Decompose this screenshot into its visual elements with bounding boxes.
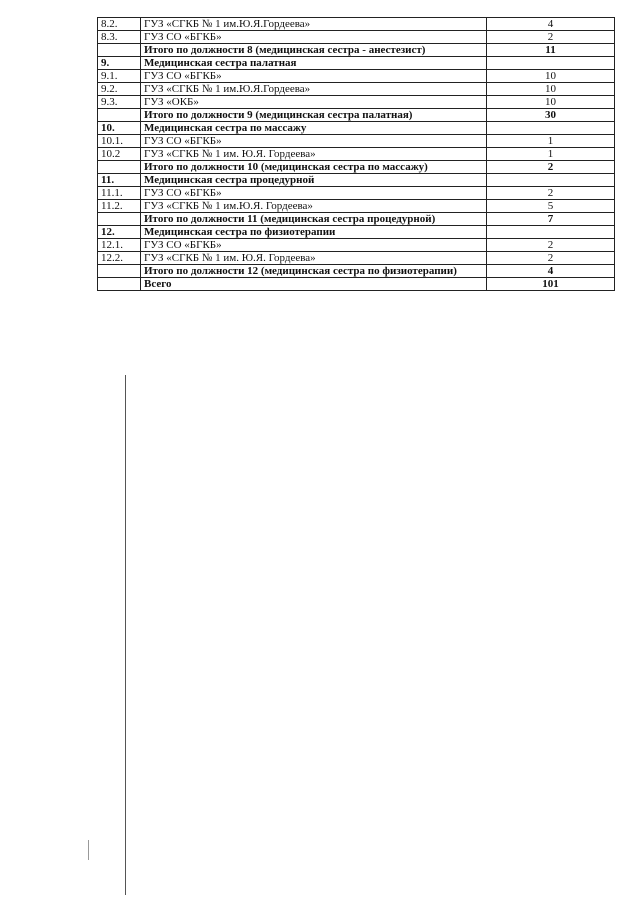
row-number: 9. [98,57,141,70]
row-value: 10 [487,70,615,83]
row-name: Итого по должности 9 (медицинская сестра палатная) [141,109,487,122]
row-name: ГУЗ СО «БГКБ» [141,239,487,252]
row-number: 8.3. [98,31,141,44]
row-name: ГУЗ СО «БГКБ» [141,187,487,200]
row-name: Итого по должности 11 (медицинская сестра процедурной) [141,213,487,226]
row-number [98,44,141,57]
row-value: 2 [487,187,615,200]
row-number: 11.1. [98,187,141,200]
row-number: 9.1. [98,70,141,83]
row-name: ГУЗ СО «БГКБ» [141,31,487,44]
total-row [98,161,615,174]
row-number [98,109,141,122]
scan-margin-line [125,375,126,895]
total-row [98,44,615,57]
row-name: ГУЗ «ОКБ» [141,96,487,109]
table-row [98,122,615,135]
row-number: 10. [98,122,141,135]
row-number [98,278,141,291]
row-name: Итого по должности 12 (медицинская сестра по физиотерапии) [141,265,487,278]
row-name: Всего [141,278,487,291]
total-row [98,278,615,291]
row-number: 12. [98,226,141,239]
table-row [98,96,615,109]
row-number: 10.1. [98,135,141,148]
row-value [487,174,615,187]
table-row [98,239,615,252]
row-name: Итого по должности 8 (медицинская сестра - анестезист) [141,44,487,57]
table-row [98,83,615,96]
row-name: Медицинская сестра процедурной [141,174,487,187]
row-name: Медицинская сестра палатная [141,57,487,70]
row-number: 12.1. [98,239,141,252]
row-name: ГУЗ «СГКБ № 1 им. Ю.Я. Гордеева» [141,148,487,161]
row-number: 12.2. [98,252,141,265]
row-value: 1 [487,148,615,161]
row-value: 4 [487,18,615,31]
row-name: ГУЗ СО «БГКБ» [141,135,487,148]
row-value: 2 [487,252,615,265]
row-number: 11.2. [98,200,141,213]
row-number [98,265,141,278]
table-row [98,200,615,213]
staffing-table [97,17,615,291]
row-number: 11. [98,174,141,187]
table-row [98,135,615,148]
table-row [98,148,615,161]
row-value [487,122,615,135]
row-value: 2 [487,239,615,252]
table-row [98,18,615,31]
row-value: 4 [487,265,615,278]
total-row [98,213,615,226]
total-row [98,265,615,278]
row-value: 10 [487,96,615,109]
table-row [98,57,615,70]
row-value: 101 [487,278,615,291]
row-name: ГУЗ «СГКБ № 1 им. Ю.Я. Гордеева» [141,252,487,265]
table-row [98,70,615,83]
table-row [98,31,615,44]
total-row [98,109,615,122]
table-row [98,252,615,265]
row-name: Медицинская сестра по массажу [141,122,487,135]
scan-mark [88,840,89,860]
row-value: 1 [487,135,615,148]
row-number: 9.3. [98,96,141,109]
table-row [98,174,615,187]
row-number: 10.2 [98,148,141,161]
row-value [487,226,615,239]
row-value: 5 [487,200,615,213]
table-row [98,226,615,239]
row-name: ГУЗ «СГКБ № 1 им.Ю.Я.Гордеева» [141,83,487,96]
row-number [98,161,141,174]
row-value: 7 [487,213,615,226]
row-name: Медицинская сестра по физиотерапии [141,226,487,239]
row-value: 30 [487,109,615,122]
row-name: ГУЗ «СГКБ № 1 им.Ю.Я.Гордеева» [141,18,487,31]
table-row [98,187,615,200]
row-number [98,213,141,226]
row-value: 10 [487,83,615,96]
row-value: 11 [487,44,615,57]
row-value: 2 [487,161,615,174]
row-name: ГУЗ СО «БГКБ» [141,70,487,83]
row-value: 2 [487,31,615,44]
row-value [487,57,615,70]
table-body [98,18,615,291]
row-number: 8.2. [98,18,141,31]
row-name: Итого по должности 10 (медицинская сестра по массажу) [141,161,487,174]
row-name: ГУЗ «СГКБ № 1 им.Ю.Я. Гордеева» [141,200,487,213]
row-number: 9.2. [98,83,141,96]
